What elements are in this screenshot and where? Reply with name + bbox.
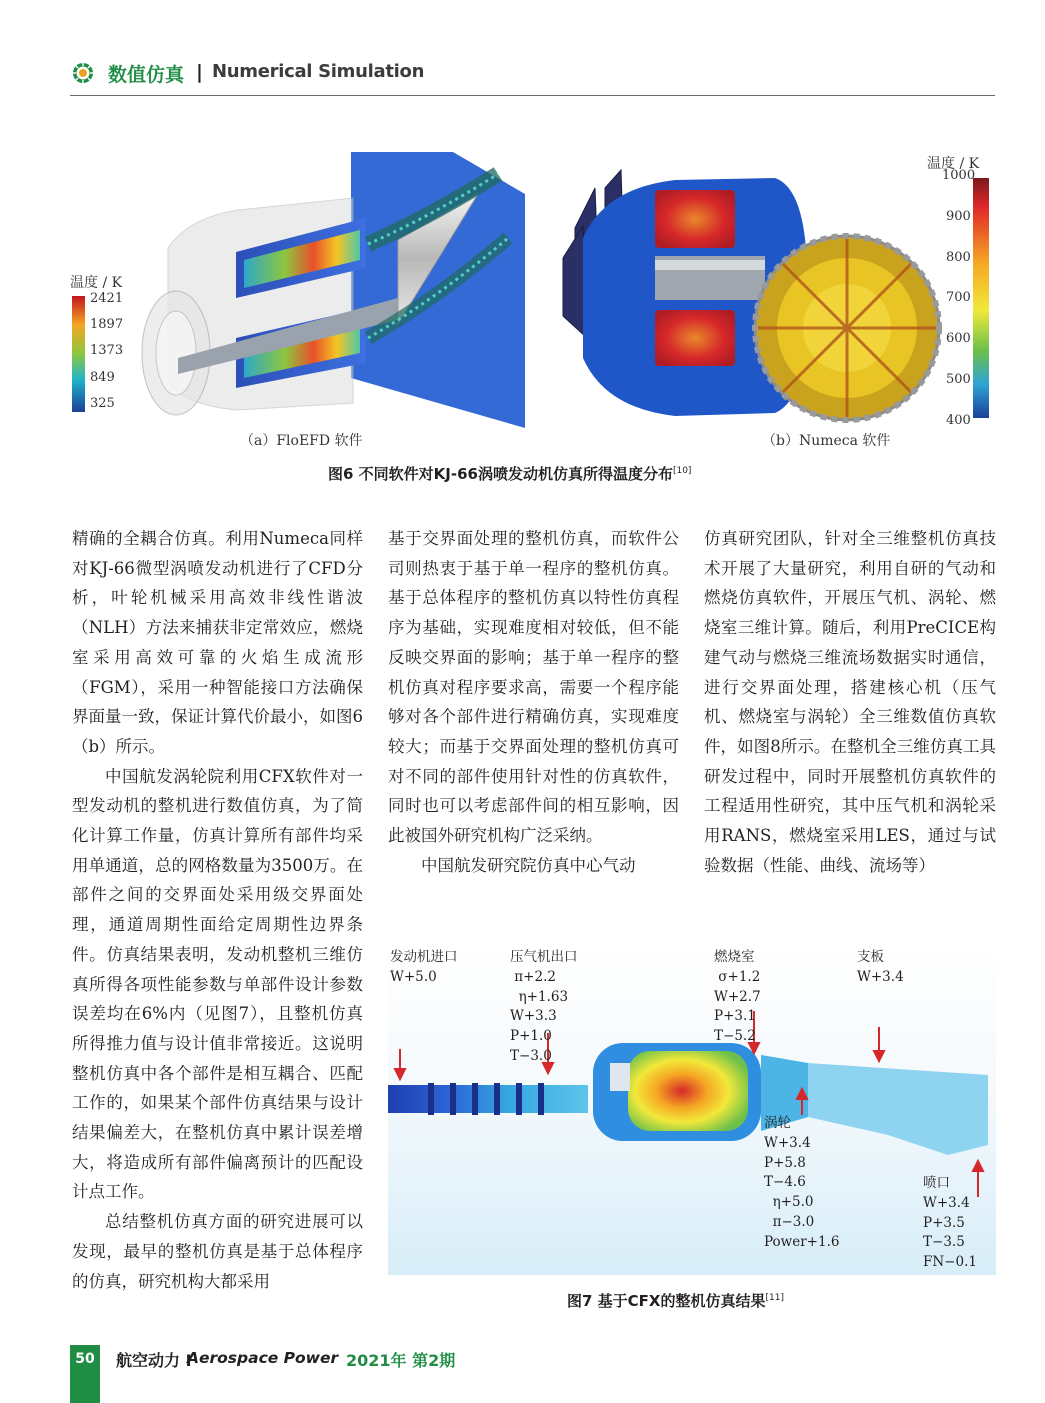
journal-name-en: Aerospace Power <box>187 1349 339 1367</box>
figure7-nozzle-label: 喷口 W+3.4 P+3.5 T−3.5 FN−0.1 <box>923 1175 977 1271</box>
figure6b-scale-title: 温度 / K <box>927 156 980 172</box>
figure6a-floefd-engine-image <box>68 148 528 448</box>
figure7-caption-ref: [11] <box>765 1293 784 1303</box>
figure7-caption: 图7 基于CFX的整机仿真结果[11] <box>567 1292 784 1310</box>
figure6b-scale-tick: 600 <box>946 331 971 346</box>
section-title-separator: | <box>196 61 203 83</box>
page-number: 50 <box>75 1351 95 1367</box>
header-rule <box>70 95 995 96</box>
paragraph: 基于交界面处理的整机仿真，而软件公司则热衷于基于单一程序的整机仿真。基于总体程序的整机仿真以特性仿真程序为基础，实现难度相对较低，但不能反映交界面的影响；基于单一程序的整机仿真对程序要求高，需要一个程序能够对各个部件进行精确仿真，实现难度较大；而基于交界面处理的整机仿真可对不同的部件使用针对性的仿真软件，同时也可以考虑部件间的相互影响，因此被国外研究机构广泛采纳。 <box>388 529 679 846</box>
journal-name-cn: 航空动力 I <box>116 1351 192 1370</box>
figure6a-subcaption: （a）FloEFD 软件 <box>240 433 363 449</box>
figure6-caption-ref: [10] <box>672 466 692 476</box>
paragraph: 总结整机仿真方面的研究进展可以发现，最早的整机仿真是基于总体程序的仿真，研究机构大都采用 <box>72 1212 363 1291</box>
figure6b-scale-tick: 800 <box>946 250 971 265</box>
section-title-en: Numerical Simulation <box>212 61 425 82</box>
figure6a-scale-tick: 2421 <box>90 291 124 306</box>
paragraph: 仿真研究团队，针对全三维整机仿真技术开展了大量研究，利用自研的气动和燃烧仿真软件，开展压气机、涡轮、燃烧室三维计算。随后，利用PreCICE构建气动与燃烧三维流场数据实时通信，进行交界面处理，搭建核心机（压气机、燃烧室与涡轮）全三维数值仿真软件，如图8所示。在整机全三维仿真工具研发过程中，同时开展整机仿真软件的工程适用性研究，其中压气机和涡轮采用RANS，燃烧室采用LES，通过与试验数据（性能、曲线、流场等） <box>704 529 996 875</box>
paragraph: 中国航发研究院仿真中心气动 <box>421 855 636 875</box>
figure7-cfx-engine-image <box>388 945 996 1275</box>
figure6b-numeca-engine-image <box>535 148 1000 448</box>
figure7-compressor-label: 压气机出口 π+2.2 η+1.63 W+3.3 P+1.0 T−3.0 <box>510 949 578 1064</box>
figure6b-scale-tick: 1000 <box>942 168 976 183</box>
figure7-turbine-label: 涡轮 W+3.4 P+5.8 T−4.6 η+5.0 π−3.0 Power+1.6 <box>764 1115 840 1250</box>
figure6b-scale-tick: 500 <box>946 372 971 387</box>
paragraph: 中国航发涡轮院利用CFX软件对一型发动机的整机进行数值仿真，为了简化计算工作量，仿真计算所有部件均采用单通道，总的网格数量为3500万。在部件之间的交界面处采用级交界面处理，通道周期性面给定周期性边界条件。仿真结果表明，发动机整机三维仿真所得各项性能参数与单部件设计参数误差均在6%内（见图7），且整机仿真所得推力值与设计值非常接近。这说明整机仿真中各个部件是相互耦合、匹配工作的，如果某个部件仿真结果与设计结果偏差大，在整机仿真中累计误差增大，将造成所有部件偏离预计的匹配设计点工作。 <box>72 766 363 1202</box>
figure6a-scale-tick: 1897 <box>90 317 124 332</box>
text-column-3 <box>704 524 996 880</box>
text-column-1 <box>72 524 363 1296</box>
text-column-2 <box>388 524 679 880</box>
figure6b-scale-tick: 400 <box>946 413 971 428</box>
figure6a-scale-tick: 1373 <box>90 343 124 358</box>
section-title-cn: 数值仿真 <box>108 64 185 86</box>
figure6a-scale-tick: 849 <box>90 370 115 385</box>
figure6a-scale-tick: 325 <box>90 396 115 411</box>
figure6a-scale-title: 温度 / K <box>70 275 123 291</box>
figure6b-scale-tick: 900 <box>946 209 971 224</box>
figure6b-scale-tick: 700 <box>946 290 971 305</box>
journal-issue: 2021年 第2期 <box>346 1351 456 1370</box>
figure6-caption: 图6 不同软件对KJ-66涡喷发动机仿真所得温度分布[10] <box>328 465 692 483</box>
journal-logo-icon <box>72 62 94 84</box>
figure7-combustor-label: 燃烧室 σ+1.2 W+2.7 P+3.1 T−5.2 <box>714 949 761 1045</box>
figure7-strut-label: 支板 W+3.4 <box>857 949 904 985</box>
figure6b-subcaption: （b）Numeca 软件 <box>762 433 891 449</box>
figure7-inlet-label: 发动机进口 W+5.0 <box>390 949 458 985</box>
paragraph: 精确的全耦合仿真。利用Numeca同样对KJ-66微型涡喷发动机进行了CFD分析，叶轮机械采用高效非线性谐波（NLH）方法来捕获非定常效应，燃烧室采用高效可靠的火焰生成流形（FGM），采用一种智能接口方法确保界面量一致，保证计算代价最小，如图6（b）所示。 <box>72 529 363 756</box>
